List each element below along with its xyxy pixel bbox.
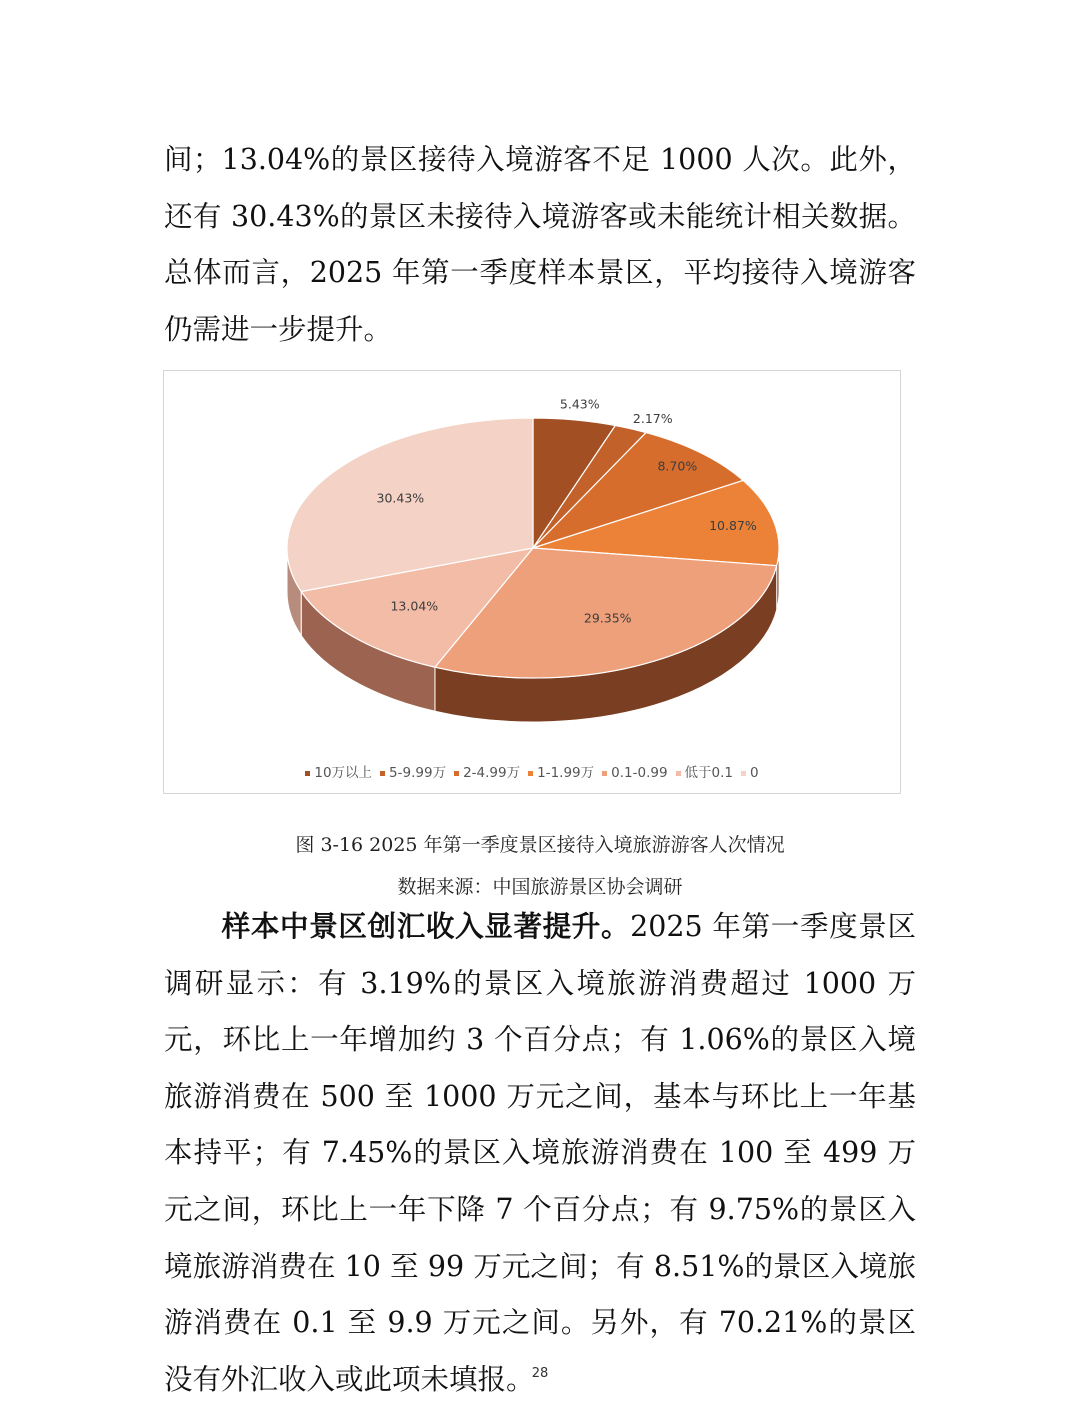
pie-top-faces	[287, 418, 779, 678]
legend-item-1	[380, 761, 446, 781]
pie-data-label-1: 2.17%	[632, 411, 673, 427]
legend-label-6: 0	[750, 765, 759, 781]
legend-item-2	[454, 761, 520, 781]
pie-chart	[164, 371, 900, 793]
legend-swatch-4	[602, 771, 607, 776]
pie-chart-figure	[163, 370, 901, 794]
paragraph-body: 2025 年第一季度景区调研显示：有 3.19%的景区入境旅游消费超过 1000 万元，环比上一年增加约 3 个百分点；有 1.06%的景区入境旅游消费在 500 至 1000 万元之间，基本与环比上一年基本持平；有 7.45%的景区入境旅游消费在 100 至 499 万元之间，环比上一年下降 7 个百分点；有 9.75%的景区入境旅游消费在 10 至 99 万元之间；有 8.51%的景区入境旅游消费在 0.1 至 9.9 万元之间。另外，有 70.21%的景区没有外汇收入或此项未填报。	[164, 910, 916, 1396]
legend-swatch-0	[305, 771, 310, 776]
legend-swatch-2	[454, 771, 459, 776]
pie-data-label-0: 5.43%	[559, 396, 600, 412]
pie-data-label-4: 29.35%	[583, 610, 632, 626]
legend-swatch-3	[528, 771, 533, 776]
pie-data-label-6: 30.43%	[376, 490, 425, 506]
pie-data-label-3: 10.87%	[709, 518, 757, 534]
legend-label-0: 10万以上	[314, 765, 373, 781]
legend-item-5	[676, 761, 733, 781]
figure-caption: 图 3-16 2025 年第一季度景区接待入境旅游游客人次情况	[295, 834, 785, 856]
legend-item-0	[305, 761, 372, 781]
legend-swatch-1	[380, 771, 385, 776]
figure-source: 数据来源：中国旅游景区协会调研	[397, 876, 683, 898]
pie-data-label-5: 13.04%	[390, 598, 439, 614]
chart-legend	[164, 761, 900, 781]
legend-label-2: 2-4.99万	[463, 765, 521, 781]
legend-item-6	[741, 765, 759, 781]
legend-label-5: 低于0.1	[684, 765, 734, 781]
paragraph-lead: 样本中景区创汇收入显著提升。	[221, 909, 631, 943]
body-paragraph-2	[164, 898, 916, 1408]
legend-swatch-6	[741, 771, 746, 776]
body-paragraph-1: 间；13.04%的景区接待入境游客不足 1000 人次。此外，还有 30.43%的景区未接待入境游客或未能统计相关数据。总体而言，2025 年第一季度样本景区，平均接待入境游客仍需进一步提升。	[164, 143, 916, 346]
legend-label-1: 5-9.99万	[389, 765, 447, 781]
legend-item-4	[602, 765, 667, 781]
legend-label-4: 0.1-0.99	[611, 765, 668, 781]
legend-item-3	[528, 761, 594, 781]
pie-data-label-2: 8.70%	[657, 458, 698, 474]
legend-label-3: 1-1.99万	[537, 765, 595, 781]
legend-swatch-5	[676, 771, 681, 776]
page-number: 28	[531, 1366, 549, 1381]
